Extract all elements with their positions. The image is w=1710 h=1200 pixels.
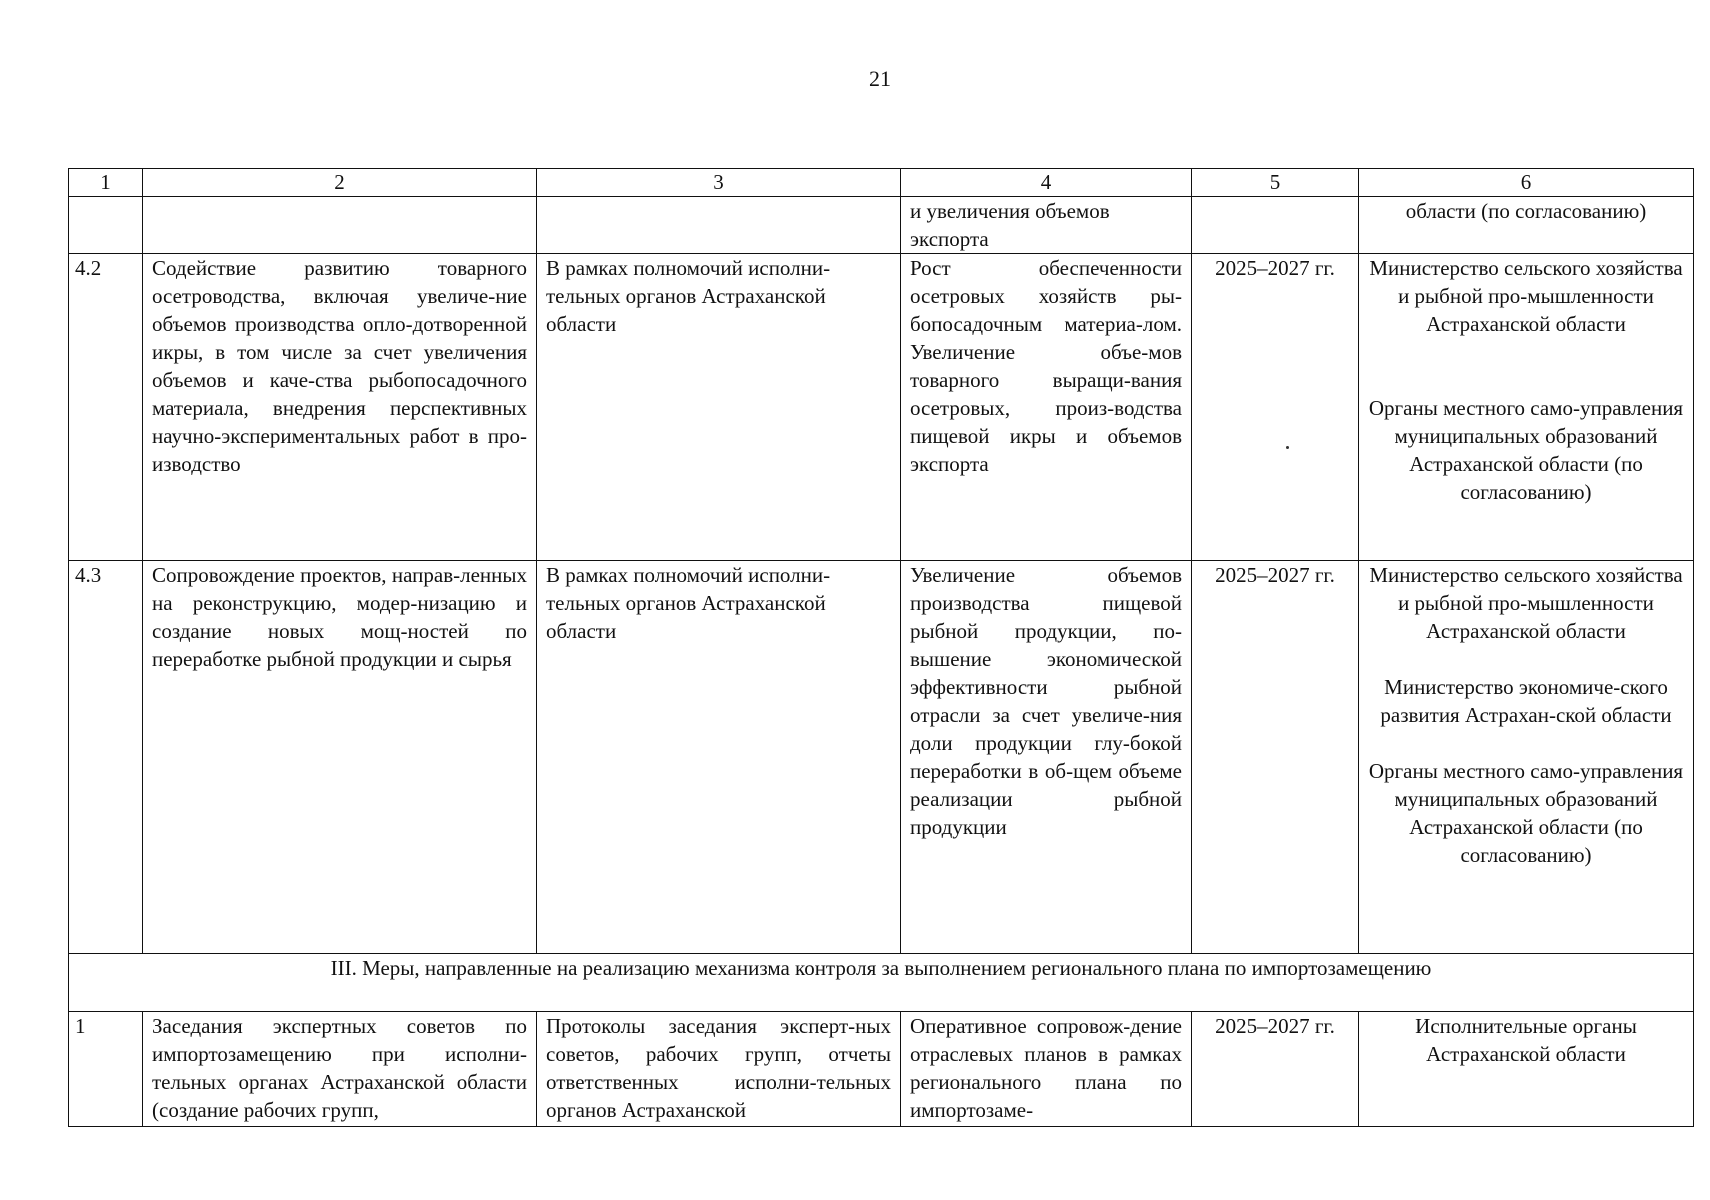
- header-cell: 6: [1359, 169, 1694, 197]
- header-cell: 2: [143, 169, 537, 197]
- page-number: 21: [869, 66, 891, 91]
- header-cell: 3: [537, 169, 901, 197]
- table-row: [69, 254, 1694, 561]
- table-row: [69, 1012, 1694, 1127]
- scan-dot: [1286, 446, 1289, 449]
- section-title: III. Меры, направленные на реализацию механизма контроля за выполнением регионального плана по импортозамещению: [69, 954, 1694, 1012]
- responsible-cell: Министерство экономиче-ского развития Астрахан-ской области: [1380, 675, 1672, 727]
- form-cell: Протоколы заседания эксперт-ных советов, рабочих групп, отчеты ответственных исполни-тельных органов Астраханской: [546, 1014, 891, 1122]
- responsible-cell: Органы местного само-управления муниципальных образований Астраханской области (по согласованию): [1368, 759, 1684, 867]
- result-cell: Оперативное сопровож-дение отраслевых планов в рамках регионального плана по импортозаме-: [910, 1014, 1182, 1122]
- measure-cell: Сопровождение проектов, направ-ленных на реконструкцию, модер-низацию и создание новых мощ-ностей по переработке рыбной продукции и сырья: [152, 563, 527, 671]
- row-number: 4.3: [69, 561, 143, 954]
- table-row: [69, 561, 1694, 954]
- table-header-row: [69, 169, 1694, 197]
- measure-cell: Заседания экспертных советов по импортозамещению при исполни-тельных органах Астраханской области (создание рабочих групп,: [152, 1014, 527, 1122]
- responsible-cell: Исполнительные органы Астраханской области: [1415, 1014, 1637, 1066]
- period-cell: 2025–2027 гг.: [1192, 1012, 1359, 1127]
- period-cell: 2025–2027 гг.: [1192, 561, 1359, 954]
- responsible-cell: Министерство сельского хозяйства и рыбной про-мышленности Астраханской области: [1369, 563, 1683, 643]
- row-number: 4.2: [69, 254, 143, 561]
- period-cell: 2025–2027 гг.: [1192, 254, 1359, 561]
- header-cell: 4: [901, 169, 1192, 197]
- header-cell: 1: [69, 169, 143, 197]
- form-cell: В рамках полномочий исполни-тельных органов Астраханской области: [546, 256, 831, 336]
- form-cell: В рамках полномочий исполни-тельных органов Астраханской области: [546, 563, 831, 643]
- row-number: 1: [69, 1012, 143, 1127]
- section-heading-row: [69, 954, 1694, 1012]
- responsible-cell: Органы местного само-управления муниципальных образований Астраханской области (по согласованию): [1368, 396, 1684, 504]
- measures-table: [68, 168, 1694, 1127]
- responsible-cell: Министерство сельского хозяйства и рыбной про-мышленности Астраханской области: [1369, 256, 1683, 336]
- result-cell: и увеличения объемов экспорта: [910, 199, 1110, 251]
- measure-cell: Содействие развитию товарного осетроводства, включая увеличе-ние объемов производства опло-дотворенной икры, в том числе за счет увеличения объемов и каче-ства рыбопосадочного материала, внедрения перспективных научно-экспериментальных работ в про-изводство: [152, 256, 527, 476]
- continuation-row: [69, 197, 1694, 254]
- result-cell: Рост обеспеченности осетровых хозяйств ры-бопосадочным материа-лом. Увеличение объе-мов товарного выращи-вания осетровых, произ-водства пищевой икры и объемов экспорта: [910, 256, 1182, 476]
- header-cell: 5: [1192, 169, 1359, 197]
- responsible-cell: области (по согласованию): [1405, 199, 1647, 223]
- result-cell: Увеличение объемов производства пищевой рыбной продукции, по-вышение экономической эффективности рыбной отрасли за счет увеличе-ния доли продукции глу-бокой переработки в об-щем объеме реализации рыбной продукции: [910, 563, 1182, 839]
